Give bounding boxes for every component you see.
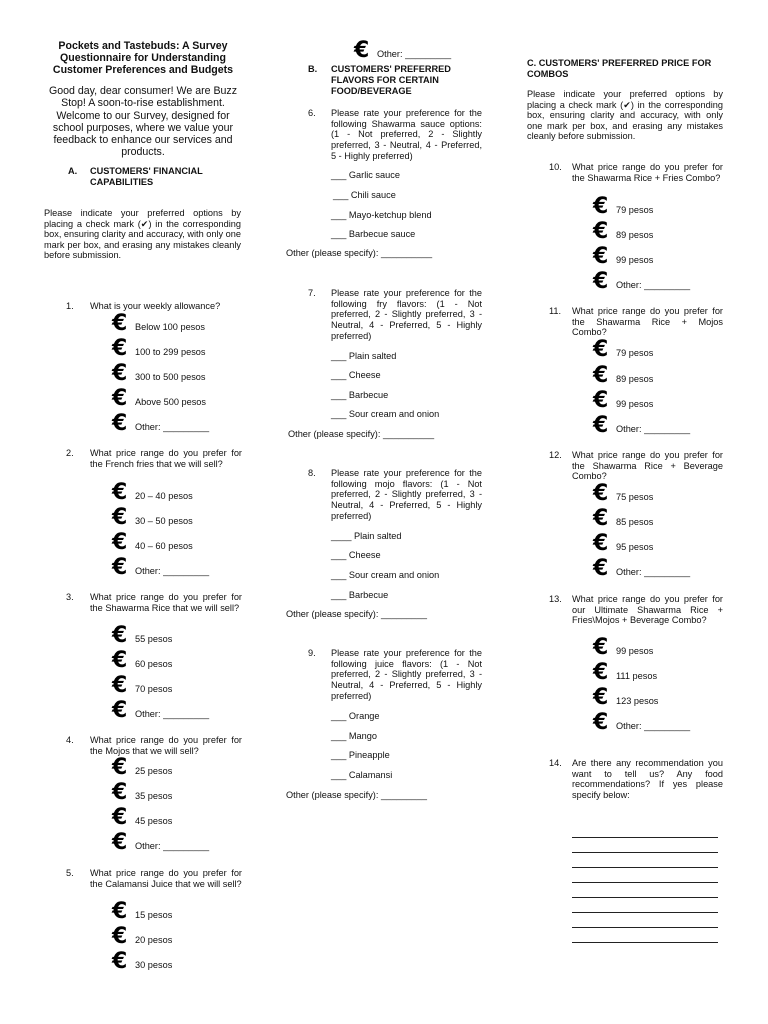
question-number: 2. bbox=[66, 448, 74, 458]
section-c-instructions: Please indicate your preferred options by placing a check mark (✔) in the corresponding box, ensuring clarity and accuracy, with only one mark per box, and erasing any mistakes cleanly before submission. bbox=[527, 89, 723, 142]
euro-sign-icon: € bbox=[112, 830, 128, 855]
euro-sign-icon: € bbox=[593, 413, 609, 438]
option[interactable] bbox=[112, 338, 206, 360]
euro-sign-icon: € bbox=[112, 780, 128, 805]
answer-line[interactable] bbox=[572, 852, 718, 853]
euro-sign-icon: € bbox=[593, 660, 609, 685]
option-label: 70 pesos bbox=[135, 683, 173, 694]
option[interactable] bbox=[112, 757, 172, 779]
question-text: Are there any recommendation you want to tell us? Any food recommendations? If yes please specify below: bbox=[572, 758, 723, 801]
rating-item[interactable]: ___ Calamansi bbox=[331, 770, 393, 780]
section-b-letter: B. bbox=[308, 64, 318, 74]
answer-line[interactable] bbox=[572, 867, 718, 868]
option[interactable] bbox=[593, 533, 653, 555]
option-label: Other: _________ bbox=[616, 720, 691, 731]
question-number: 11. bbox=[549, 306, 562, 316]
rating-item[interactable]: ___ Garlic sauce bbox=[331, 170, 400, 180]
option[interactable] bbox=[593, 339, 653, 361]
euro-sign-icon: € bbox=[112, 336, 128, 361]
answer-line[interactable] bbox=[572, 927, 718, 928]
option[interactable] bbox=[112, 388, 206, 410]
option[interactable] bbox=[112, 951, 172, 973]
section-c-title: C. CUSTOMERS' PREFERRED PRICE FOR COMBOS bbox=[527, 58, 712, 79]
other-specify[interactable]: Other (please specify): _________ bbox=[286, 609, 427, 619]
question-number: 14. bbox=[549, 758, 562, 768]
option[interactable] bbox=[112, 901, 172, 923]
option-label: 15 pesos bbox=[135, 909, 173, 920]
euro-sign-icon: € bbox=[593, 388, 609, 413]
question-number: 3. bbox=[66, 592, 74, 602]
rating-item[interactable]: ___ Cheese bbox=[331, 370, 381, 380]
question-number: 7. bbox=[308, 288, 316, 298]
question-text: What price range do you prefer for the Mojos that we will sell? bbox=[90, 735, 242, 756]
rating-item[interactable]: ____ Plain salted bbox=[331, 531, 402, 541]
option[interactable] bbox=[112, 700, 209, 722]
euro-sign-icon: € bbox=[354, 38, 370, 63]
euro-sign-icon: € bbox=[593, 269, 609, 294]
option-label: Other: _________ bbox=[135, 840, 210, 851]
option[interactable] bbox=[112, 413, 209, 435]
survey-title: Pockets and Tastebuds: A Survey Questionnaire for Understanding Customer Preferences and Budgets bbox=[52, 40, 234, 76]
question-text: What price range do you prefer for our Ultimate Shawarma Rice + Fries\Mojos + Beverage Combo? bbox=[572, 594, 723, 626]
greeting-text: Good day, dear consumer! We are Buzz Stop! A soon-to-rise establishment. Welcome to our Survey, designed for school purposes, where we value your feedback to enhance our services and products. bbox=[48, 85, 238, 159]
question-text: Please rate your preference for the following juice flavors: (1 - Not preferred, 2 - Slightly preferred, 3 - Neutral, 4 - Preferred, 5 - Highly preferred) bbox=[331, 648, 482, 701]
option[interactable] bbox=[112, 557, 209, 579]
section-b-title: CUSTOMERS' PREFERRED FLAVORS FOR CERTAIN FOOD/BEVERAGE bbox=[331, 64, 451, 96]
answer-line[interactable] bbox=[572, 897, 718, 898]
option[interactable] bbox=[593, 508, 653, 530]
euro-sign-icon: € bbox=[593, 685, 609, 710]
option-label: Other: _________ bbox=[135, 708, 210, 719]
option-label: 30 pesos bbox=[135, 959, 173, 970]
option-label: 99 pesos bbox=[616, 645, 654, 656]
section-a-letter: A. bbox=[68, 166, 78, 176]
option[interactable] bbox=[112, 507, 193, 529]
euro-sign-icon: € bbox=[112, 805, 128, 830]
euro-sign-icon: € bbox=[112, 386, 128, 411]
euro-sign-icon: € bbox=[112, 505, 128, 530]
option-label: 300 to 500 pesos bbox=[135, 371, 206, 382]
option-label: Other: _________ bbox=[135, 565, 210, 576]
section-a-title: CUSTOMERS' FINANCIAL CAPABILITIES bbox=[90, 166, 203, 187]
option[interactable] bbox=[593, 196, 653, 218]
euro-sign-icon: € bbox=[593, 244, 609, 269]
question-number: 9. bbox=[308, 648, 316, 658]
question-text: What price range do you prefer for the Shawarma Rice that we will sell? bbox=[90, 592, 242, 613]
option-label: 123 pesos bbox=[616, 695, 659, 706]
other-specify[interactable]: Other (please specify): __________ bbox=[288, 429, 435, 439]
question-text: What price range do you prefer for the Shawarma Rice + Fries Combo? bbox=[572, 162, 723, 183]
euro-sign-icon: € bbox=[112, 899, 128, 924]
option[interactable] bbox=[593, 415, 690, 437]
option[interactable] bbox=[593, 687, 658, 709]
question-text: Please rate your preference for the following mojo flavors: (1 - Not preferred, 2 - Slightly preferred, 3 - Neutral, 4 - Preferred, 5 - Highly preferred) bbox=[331, 468, 482, 521]
option-label: 30 – 50 pesos bbox=[135, 515, 193, 526]
euro-sign-icon: € bbox=[593, 506, 609, 531]
option-label: Other: _________ bbox=[616, 566, 691, 577]
euro-sign-icon: € bbox=[112, 361, 128, 386]
option[interactable] bbox=[112, 782, 172, 804]
option-label: Other: _________ bbox=[616, 279, 691, 290]
option[interactable] bbox=[112, 650, 172, 672]
option-label: Above 500 pesos bbox=[135, 396, 207, 407]
option[interactable] bbox=[112, 313, 205, 335]
option[interactable] bbox=[593, 365, 653, 387]
option[interactable] bbox=[593, 662, 657, 684]
option-label: 60 pesos bbox=[135, 658, 173, 669]
question-text: What price range do you prefer for the Shawarma Rice + Beverage Combo? bbox=[572, 450, 723, 482]
euro-sign-icon: € bbox=[112, 530, 128, 555]
euro-sign-icon: € bbox=[112, 924, 128, 949]
answer-line[interactable] bbox=[572, 942, 718, 943]
euro-sign-icon: € bbox=[593, 194, 609, 219]
rating-item[interactable]: ___ Barbecue bbox=[331, 390, 389, 400]
other-specify[interactable]: Other (please specify): _________ bbox=[286, 790, 427, 800]
rating-item[interactable]: ___ Sour cream and onion bbox=[331, 409, 440, 419]
option-label: 20 – 40 pesos bbox=[135, 490, 193, 501]
option-label: 100 to 299 pesos bbox=[135, 346, 206, 357]
option[interactable] bbox=[593, 712, 690, 734]
rating-item[interactable]: ___ Cheese bbox=[331, 550, 381, 560]
euro-sign-icon: € bbox=[593, 481, 609, 506]
euro-sign-icon: € bbox=[112, 673, 128, 698]
option[interactable] bbox=[112, 482, 193, 504]
option[interactable] bbox=[593, 271, 690, 293]
option-label: 95 pesos bbox=[616, 541, 654, 552]
rating-item[interactable]: ___ Barbecue sauce bbox=[331, 229, 416, 239]
euro-sign-icon: € bbox=[593, 363, 609, 388]
rating-item[interactable]: ___ Chili sauce bbox=[333, 190, 396, 200]
rating-item[interactable]: ___ Barbecue bbox=[331, 590, 389, 600]
question-number: 6. bbox=[308, 108, 316, 118]
option[interactable] bbox=[112, 832, 209, 854]
euro-sign-icon: € bbox=[112, 698, 128, 723]
option-label: 40 – 60 pesos bbox=[135, 540, 193, 551]
option[interactable] bbox=[593, 221, 653, 243]
question-text: Please rate your preference for the following Shawarma sauce options: (1 - Not preferred, 2 - Slightly preferred, 3 - Neutral, 4 - Preferred, 5 - Highly preferred) bbox=[331, 108, 482, 161]
other-specify[interactable]: Other (please specify): __________ bbox=[286, 248, 433, 258]
option-label: 35 pesos bbox=[135, 790, 173, 801]
option[interactable] bbox=[593, 483, 653, 505]
section-a-instructions: Please indicate your preferred options by placing a check mark (✔) in the corresponding box, ensuring clarity and accuracy, with only one mark per box, and erasing any mistakes cleanly before submission. bbox=[44, 208, 241, 261]
euro-sign-icon: € bbox=[112, 949, 128, 974]
rating-item[interactable]: ___ Sour cream and onion bbox=[331, 570, 440, 580]
option[interactable] bbox=[112, 363, 206, 385]
option[interactable] bbox=[112, 926, 172, 948]
option-label: 85 pesos bbox=[616, 516, 654, 527]
option-label: 45 pesos bbox=[135, 815, 173, 826]
option-label: Other: _________ bbox=[616, 423, 691, 434]
euro-sign-icon: € bbox=[112, 755, 128, 780]
question-text: What is your weekly allowance? bbox=[90, 301, 221, 311]
option[interactable] bbox=[593, 558, 690, 580]
rating-item[interactable]: ___ Mango bbox=[331, 731, 377, 741]
euro-sign-icon: € bbox=[112, 480, 128, 505]
option-label: 20 pesos bbox=[135, 934, 173, 945]
option-label: 75 pesos bbox=[616, 491, 654, 502]
question-number: 12. bbox=[549, 450, 562, 460]
question-number: 13. bbox=[549, 594, 562, 604]
option[interactable] bbox=[593, 390, 653, 412]
option-label: 89 pesos bbox=[616, 229, 654, 240]
euro-sign-icon: € bbox=[112, 623, 128, 648]
question-text: What price range do you prefer for the Shawarma Rice + Mojos Combo? bbox=[572, 306, 723, 338]
option[interactable] bbox=[112, 532, 193, 554]
option-label: 25 pesos bbox=[135, 765, 173, 776]
option[interactable] bbox=[354, 40, 451, 62]
option-label: 99 pesos bbox=[616, 254, 654, 265]
question-text: What price range do you prefer for the Calamansi Juice that we will sell? bbox=[90, 868, 242, 889]
rating-item[interactable]: ___ Plain salted bbox=[331, 351, 397, 361]
euro-sign-icon: € bbox=[112, 311, 128, 336]
euro-sign-icon: € bbox=[593, 710, 609, 735]
rating-item[interactable]: ___ Pineapple bbox=[331, 750, 390, 760]
question-text: What price range do you prefer for the French fries that we will sell? bbox=[90, 448, 242, 469]
question-number: 10. bbox=[549, 162, 562, 172]
euro-sign-icon: € bbox=[593, 635, 609, 660]
option-label: Other: _________ bbox=[135, 421, 210, 432]
question-number: 1. bbox=[66, 301, 74, 311]
answer-line[interactable] bbox=[572, 882, 718, 883]
option-label: 111 pesos bbox=[616, 670, 658, 681]
rating-item[interactable]: ___ Orange bbox=[331, 711, 380, 721]
option-label: 55 pesos bbox=[135, 633, 173, 644]
question-number: 8. bbox=[308, 468, 316, 478]
option[interactable] bbox=[112, 807, 172, 829]
option[interactable] bbox=[593, 246, 653, 268]
option-label: Below 100 pesos bbox=[135, 321, 205, 332]
euro-sign-icon: € bbox=[112, 648, 128, 673]
euro-sign-icon: € bbox=[112, 555, 128, 580]
euro-sign-icon: € bbox=[593, 337, 609, 362]
answer-line[interactable] bbox=[572, 837, 718, 838]
option[interactable] bbox=[593, 637, 653, 659]
option-label: 79 pesos bbox=[616, 204, 654, 215]
euro-sign-icon: € bbox=[593, 531, 609, 556]
answer-line[interactable] bbox=[572, 912, 718, 913]
rating-item[interactable]: ___ Mayo-ketchup blend bbox=[331, 210, 432, 220]
euro-sign-icon: € bbox=[593, 556, 609, 581]
question-number: 5. bbox=[66, 868, 74, 878]
option-label: 89 pesos bbox=[616, 373, 654, 384]
question-text: Please rate your preference for the following fry flavors: (1 - Not preferred, 2 - Slightly preferred, 3 - Neutral, 4 - Preferred, 5 - Highly preferred) bbox=[331, 288, 482, 341]
option[interactable] bbox=[112, 675, 172, 697]
option-label: 99 pesos bbox=[616, 398, 654, 409]
euro-sign-icon: € bbox=[112, 411, 128, 436]
option-label: Other: _________ bbox=[377, 48, 452, 59]
question-number: 4. bbox=[66, 735, 74, 745]
option-label: 79 pesos bbox=[616, 347, 654, 358]
option[interactable] bbox=[112, 625, 172, 647]
euro-sign-icon: € bbox=[593, 219, 609, 244]
